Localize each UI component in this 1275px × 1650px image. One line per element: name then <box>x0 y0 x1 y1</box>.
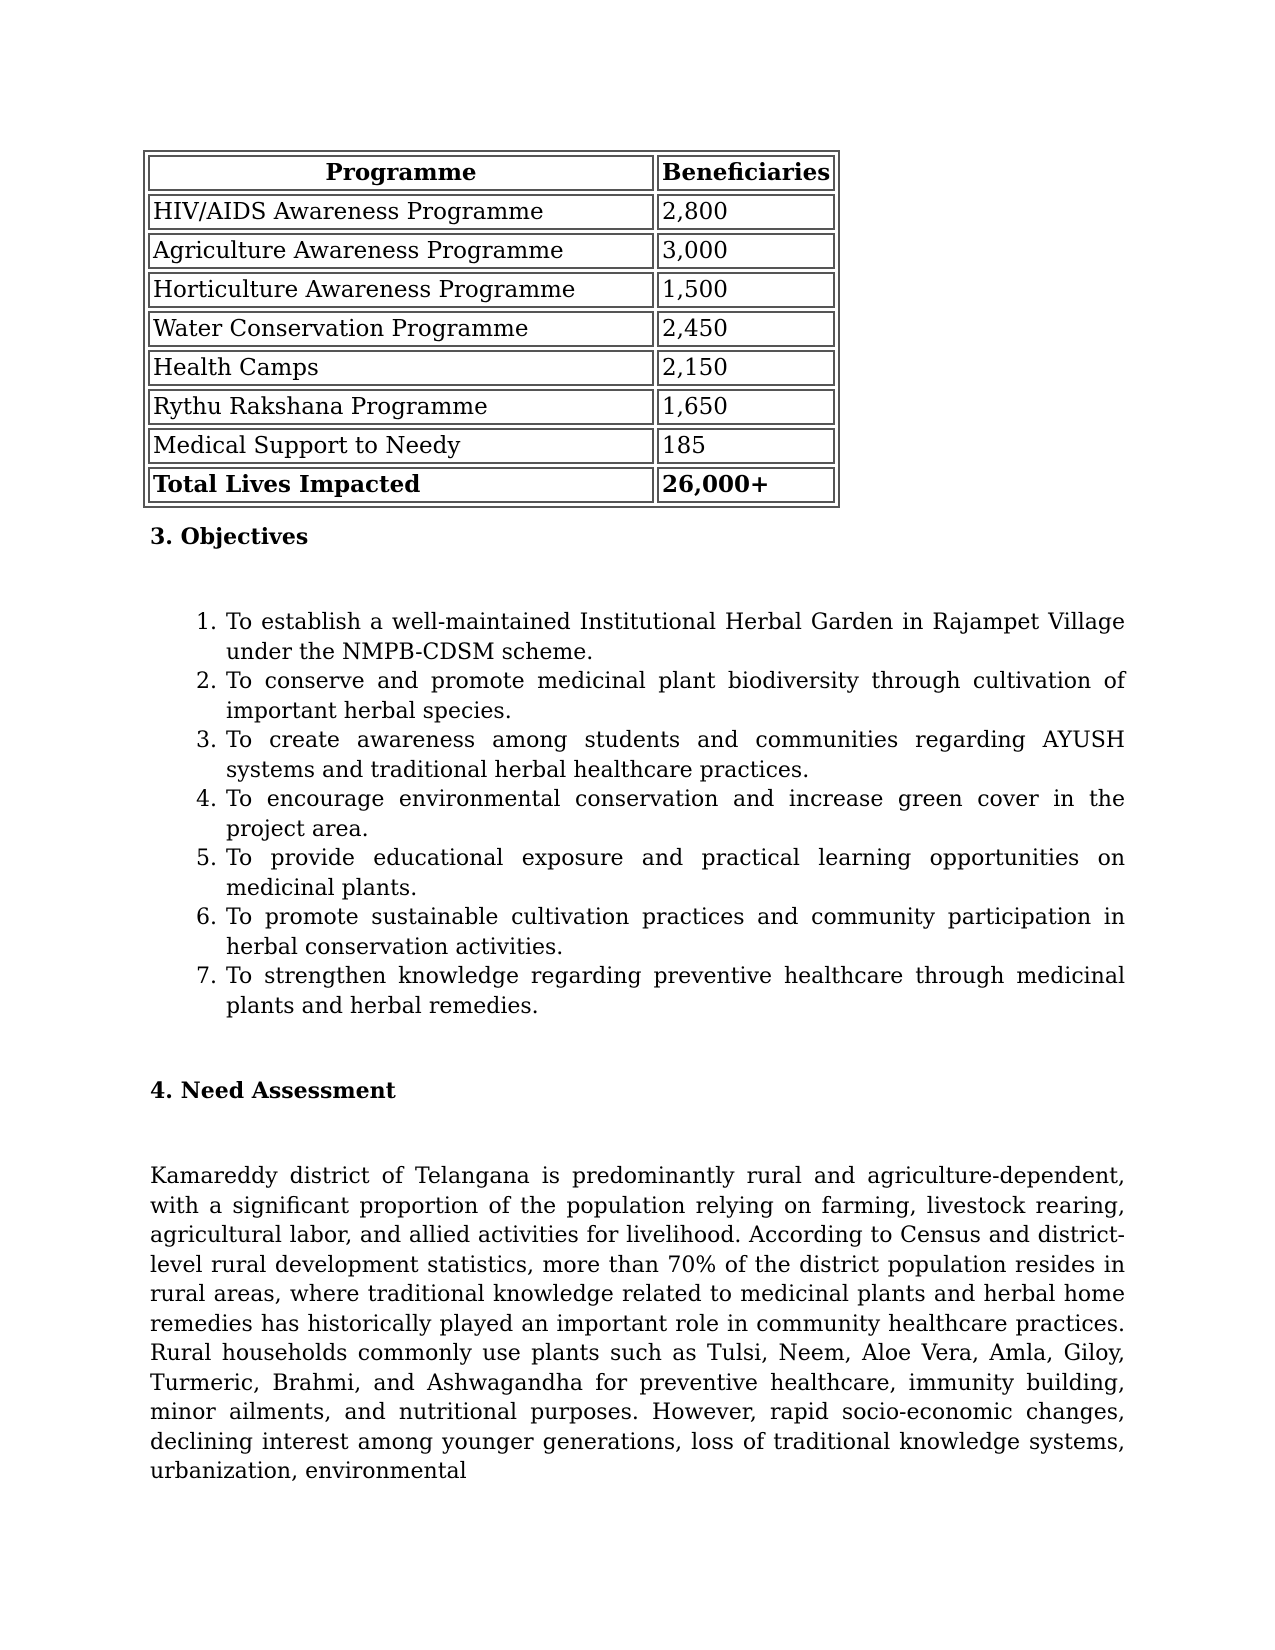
table-total-row <box>148 467 835 503</box>
objectives-list <box>150 608 1125 1021</box>
beneficiaries-cell: 2,800 <box>657 194 835 230</box>
programme-cell: HIV/AIDS Awareness Programme <box>148 194 654 230</box>
programme-cell: Rythu Rakshana Programme <box>148 389 654 425</box>
table-header-row <box>148 155 835 191</box>
table-row <box>148 428 835 464</box>
header-beneficiaries: Beneficiaries <box>657 155 835 191</box>
beneficiaries-cell: 1,650 <box>657 389 835 425</box>
programme-cell: Medical Support to Needy <box>148 428 654 464</box>
programme-cell: Agriculture Awareness Programme <box>148 233 654 269</box>
beneficiaries-cell: 2,150 <box>657 350 835 386</box>
table-row <box>148 350 835 386</box>
table-row <box>148 311 835 347</box>
total-value-cell: 26,000+ <box>657 467 835 503</box>
list-item: 7. To strengthen knowledge regarding preventive healthcare through medicinal plants and herbal remedies. <box>224 962 1125 1021</box>
programme-cell: Water Conservation Programme <box>148 311 654 347</box>
list-item: 2. To conserve and promote medicinal plant biodiversity through cultivation of important herbal species. <box>224 667 1125 726</box>
list-item: 1. To establish a well-maintained Institutional Herbal Garden in Rajampet Village under the NMPB-CDSM scheme. <box>224 608 1125 667</box>
list-item: 6. To promote sustainable cultivation practices and community participation in herbal conservation activities. <box>224 903 1125 962</box>
beneficiaries-cell: 1,500 <box>657 272 835 308</box>
beneficiaries-cell: 2,450 <box>657 311 835 347</box>
list-item: 5. To provide educational exposure and practical learning opportunities on medicinal plants. <box>224 844 1125 903</box>
table-row <box>148 389 835 425</box>
beneficiaries-cell: 3,000 <box>657 233 835 269</box>
programme-cell: Health Camps <box>148 350 654 386</box>
header-programme: Programme <box>148 155 654 191</box>
need-assessment-paragraph: Kamareddy district of Telangana is predominantly rural and agriculture-dependent, with a significant proportion of the population relying on farming, livestock rearing, agricultural labor, and allied activities for livelihood. According to Census and district-level rural development statistics, more than 70% of the district population resides in rural areas, where traditional knowledge related to medicinal plants and herbal home remedies has historically played an important role in community healthcare practices. Rural households commonly use plants such as Tulsi, Neem, Aloe Vera, Amla, Giloy, Turmeric, Brahmi, and Ashwagandha for preventive healthcare, immunity building, minor ailments, and nutritional purposes. However, rapid socio-economic changes, declining interest among younger generations, loss of traditional knowledge systems, urbanization, environmental <box>150 1164 1125 1484</box>
table-row <box>148 272 835 308</box>
total-label-cell: Total Lives Impacted <box>148 467 654 503</box>
objectives-heading: 3. Objectives <box>150 524 309 550</box>
list-item: 3. To create awareness among students and communities regarding AYUSH systems and traditional herbal healthcare practices. <box>224 726 1125 785</box>
beneficiaries-cell: 185 <box>657 428 835 464</box>
table-row <box>148 233 835 269</box>
need-assessment-heading: 4. Need Assessment <box>150 1078 396 1104</box>
programme-table-container <box>143 150 840 508</box>
programme-beneficiaries-table <box>143 150 840 508</box>
list-item: 4. To encourage environmental conservation and increase green cover in the project area. <box>224 785 1125 844</box>
programme-cell: Horticulture Awareness Programme <box>148 272 654 308</box>
table-row <box>148 194 835 230</box>
